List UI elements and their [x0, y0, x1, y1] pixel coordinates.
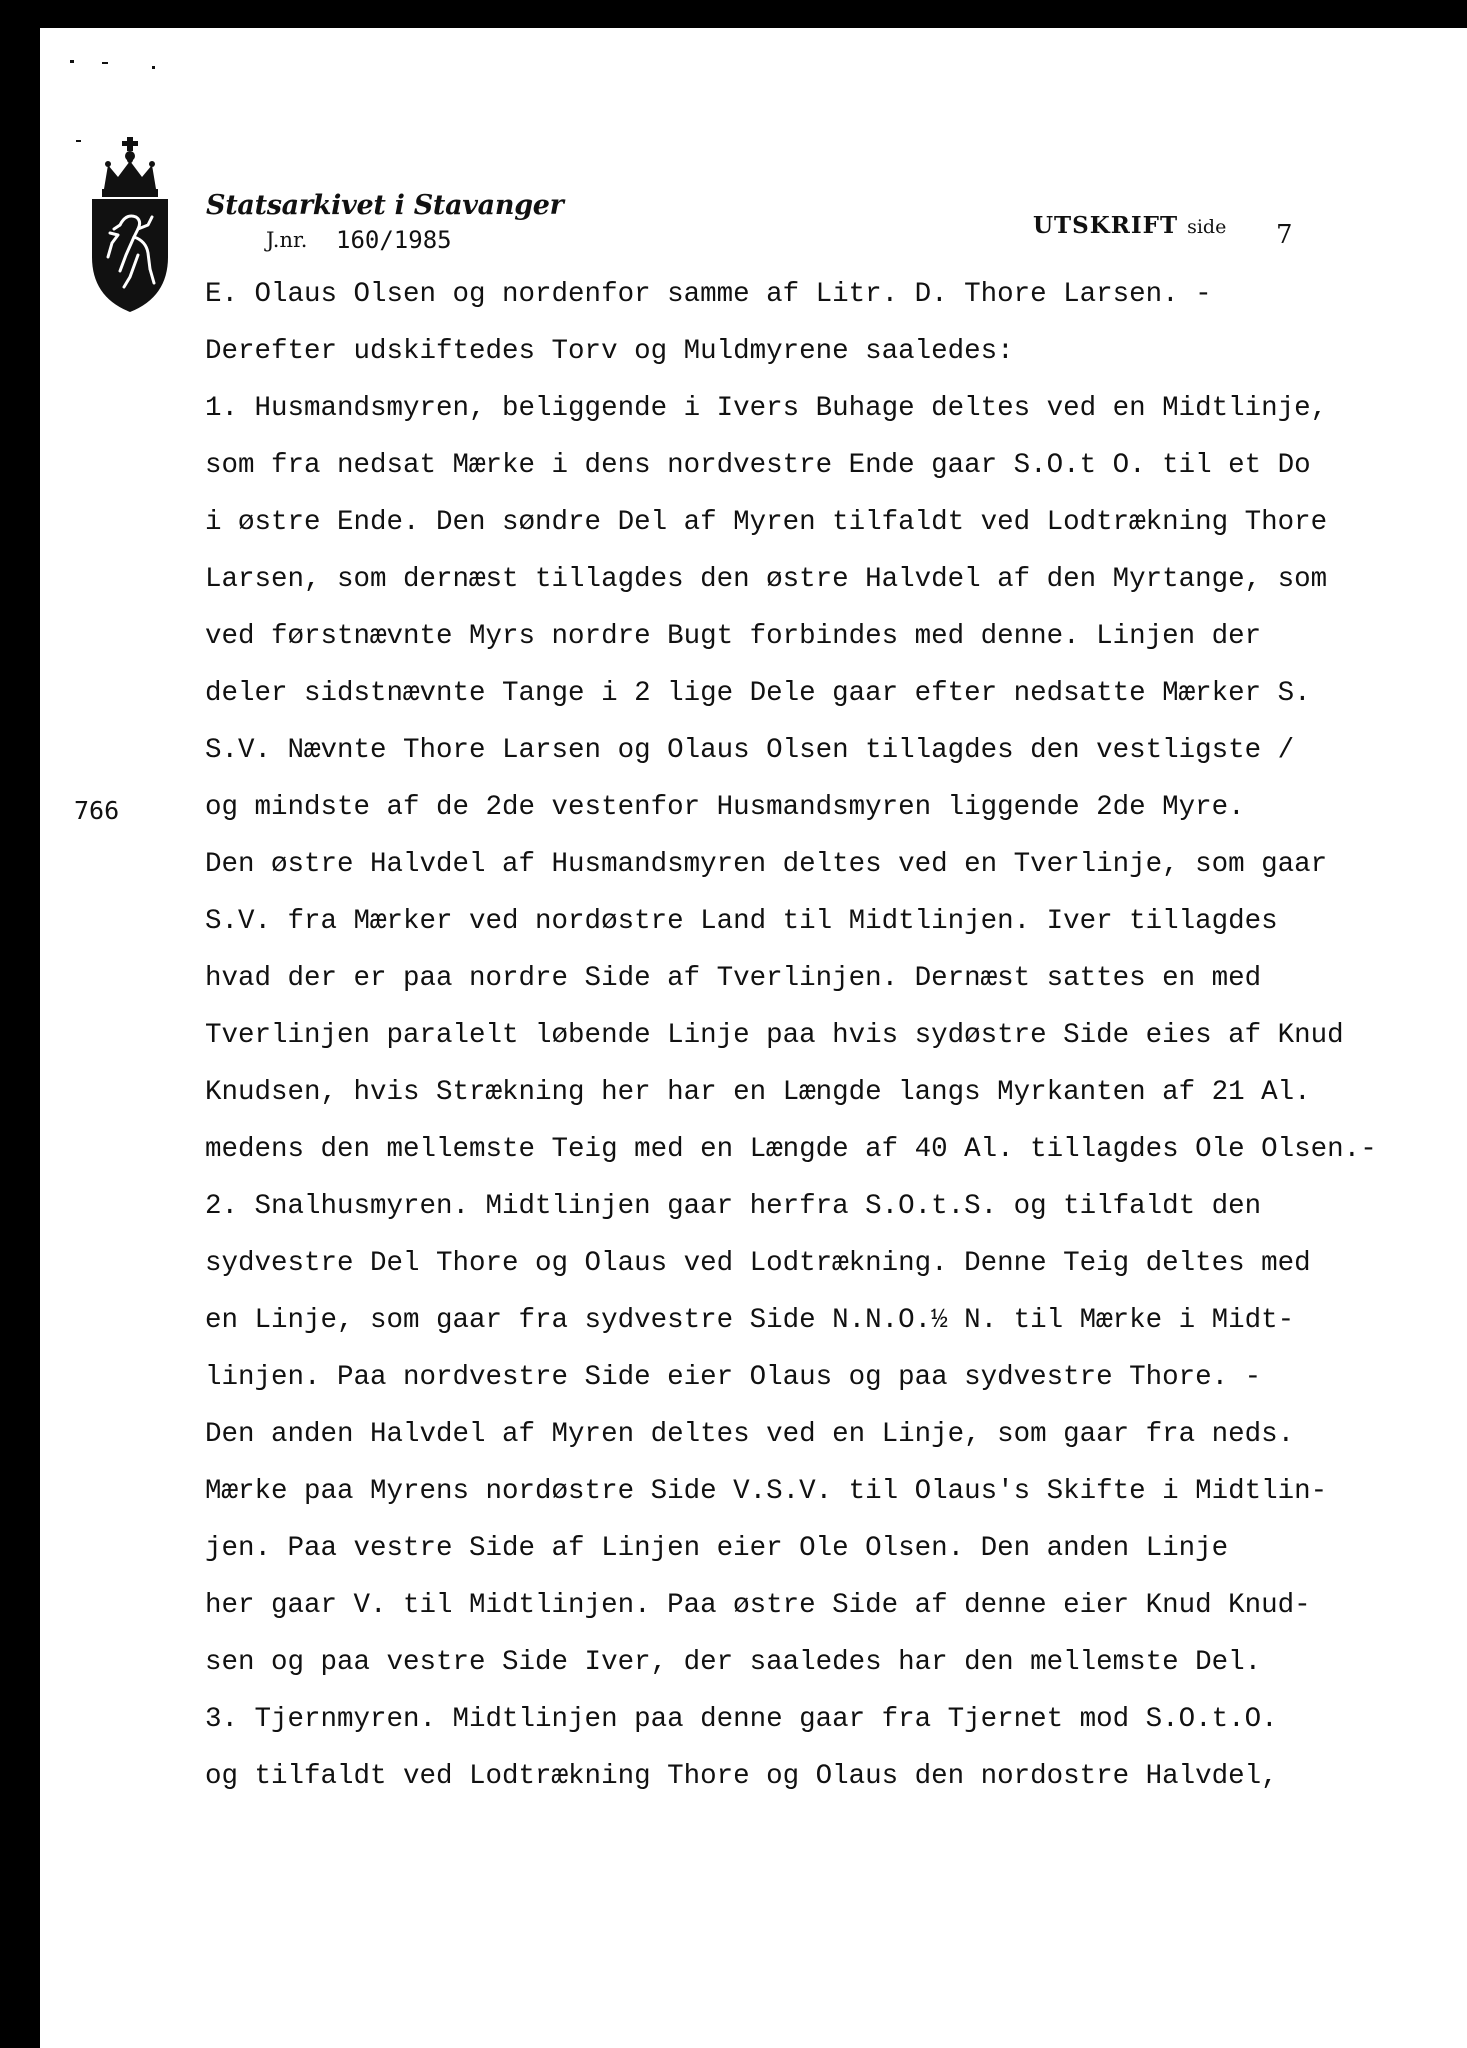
scan-speck: [102, 62, 108, 64]
text-line: en Linje, som gaar fra sydvestre Side N.N.O.½ N. til Mærke i Midt-: [205, 1305, 1295, 1336]
scan-speck: [76, 140, 81, 142]
text-line: linjen. Paa nordvestre Side eier Olaus og paa sydvestre Thore. -: [205, 1362, 1262, 1393]
text-line: S.V. Nævnte Thore Larsen og Olaus Olsen tillagdes den vestligste /: [205, 735, 1295, 766]
text-line: ved førstnævnte Myrs nordre Bugt forbindes med denne. Linjen der: [205, 621, 1262, 652]
side-label: side: [1187, 216, 1227, 238]
utskrift-label: UTSKRIFT: [1033, 212, 1179, 239]
text-line: deler sidstnævnte Tange i 2 lige Dele gaar efter nedsatte Mærker S.: [205, 678, 1311, 709]
text-line: Den anden Halvdel af Myren deltes ved en Linje, som gaar fra neds.: [205, 1419, 1295, 1450]
text-line: i østre Ende. Den søndre Del af Myren tilfaldt ved Lodtrækning Thore: [205, 507, 1328, 538]
text-line: E. Olaus Olsen og nordenfor samme af Litr. D. Thore Larsen. -: [205, 279, 1212, 310]
text-line: sen og paa vestre Side Iver, der saaledes har den mellemste Del.: [205, 1647, 1262, 1678]
text-line: jen. Paa vestre Side af Linjen eier Ole Olsen. Den anden Linje: [205, 1533, 1229, 1564]
coat-of-arms-icon: [90, 137, 170, 312]
text-line: Derefter udskiftedes Torv og Muldmyrene saaledes:: [205, 336, 1014, 367]
text-line: 2. Snalhusmyren. Midtlinjen gaar herfra S.O.t.S. og tilfaldt den: [205, 1191, 1262, 1222]
margin-folio-number: 766: [74, 796, 120, 825]
scan-speck: [152, 66, 155, 69]
text-line: S.V. fra Mærker ved nordøstre Land til Midtlinjen. Iver tillagdes: [205, 906, 1278, 937]
journal-number: 160/1985: [336, 226, 452, 254]
text-line: Den østre Halvdel af Husmandsmyren deltes ved en Tverlinje, som gaar: [205, 849, 1328, 880]
text-line: hvad der er paa nordre Side af Tverlinjen. Dernæst sattes en med: [205, 963, 1262, 994]
journal-number-label: J.nr.: [266, 228, 308, 252]
document-type-label: [1033, 212, 1226, 239]
text-line: og tilfaldt ved Lodtrækning Thore og Olaus den nordostre Halvdel,: [205, 1761, 1278, 1792]
text-line: her gaar V. til Midtlinjen. Paa østre Side af denne eier Knud Knud-: [205, 1590, 1311, 1621]
text-line: sydvestre Del Thore og Olaus ved Lodtrækning. Denne Teig deltes med: [205, 1248, 1311, 1279]
text-line: 1. Husmandsmyren, beliggende i Ivers Buhage deltes ved en Midtlinje,: [205, 393, 1328, 424]
text-line: Knudsen, hvis Strækning her har en Længde langs Myrkanten af 21 Al.: [205, 1077, 1311, 1108]
page-number: 7: [1276, 220, 1293, 250]
text-line: Tverlinjen paralelt løbende Linje paa hvis sydøstre Side eies af Knud: [205, 1020, 1344, 1051]
scan-speck: [70, 60, 74, 63]
text-line: Mærke paa Myrens nordøstre Side V.S.V. til Olaus's Skifte i Midtlin-: [205, 1476, 1328, 1507]
text-line: som fra nedsat Mærke i dens nordvestre Ende gaar S.O.t O. til et Do: [205, 450, 1311, 481]
text-line: og mindste af de 2de vestenfor Husmandsmyren liggende 2de Myre.: [205, 792, 1245, 823]
text-line: medens den mellemste Teig med en Længde af 40 Al. tillagdes Ole Olsen.-: [205, 1134, 1377, 1165]
text-line: 3. Tjernmyren. Midtlinjen paa denne gaar fra Tjernet mod S.O.t.O.: [205, 1704, 1278, 1735]
archive-name: Statsarkivet i Stavanger: [206, 190, 564, 221]
transcript-body: [205, 275, 1385, 1814]
text-line: Larsen, som dernæst tillagdes den østre Halvdel af den Myrtange, som: [205, 564, 1328, 595]
